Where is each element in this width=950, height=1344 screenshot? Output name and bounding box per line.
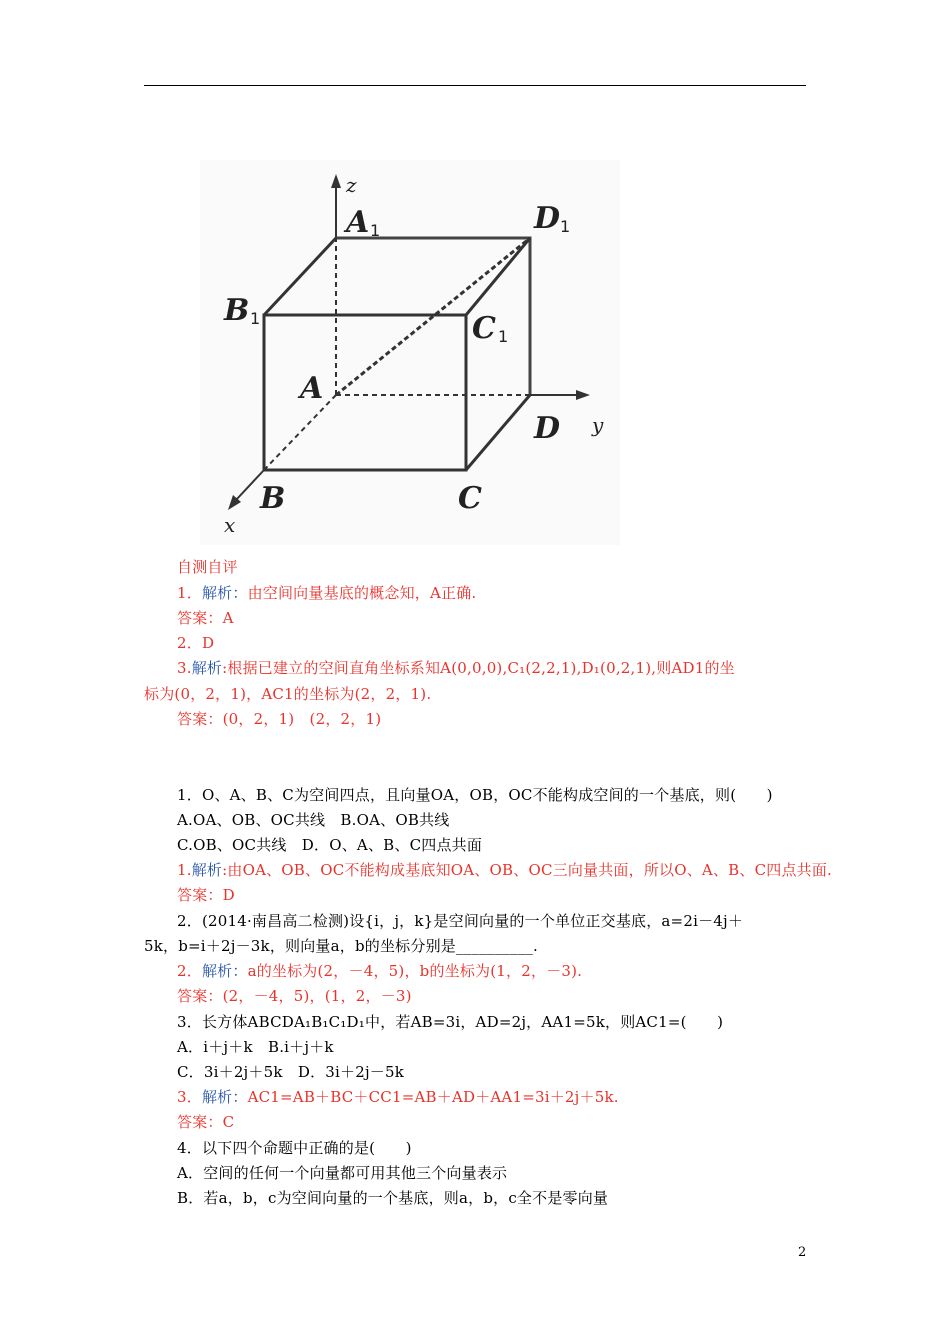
q1-number: 1． xyxy=(177,584,202,602)
exercise-3-options-cd: C．3i＋2j＋5k D．3i＋2j－5k xyxy=(177,1063,405,1081)
exercise-1-options-cd: C.OB、OC共线 D．O、A、B、C四点共面 xyxy=(177,836,483,854)
label-C: C xyxy=(458,481,482,516)
label-C1: C xyxy=(472,311,496,346)
e2-label: 解析： xyxy=(201,962,248,980)
label-A: A xyxy=(300,371,324,406)
label-x: x xyxy=(224,513,236,537)
q1-label: 解析： xyxy=(201,584,248,602)
label-B1: B xyxy=(224,293,250,328)
label-z: z xyxy=(346,173,357,197)
q1-text: 由空间向量基底的概念知，A正确. xyxy=(247,584,477,602)
label-D: D xyxy=(534,411,561,446)
exercise-2-answer: 答案：(2，－4，5)，(1，2，－3) xyxy=(177,987,412,1005)
cuboid-diagram xyxy=(200,160,620,545)
e2-number: 2． xyxy=(177,962,202,980)
exercise-1-question: 1．O、A、B、C为空间四点，且向量OA，OB，OC不能构成空间的一个基底，则( ) xyxy=(177,786,773,804)
label-D1-sub: 1 xyxy=(560,217,571,236)
self-eval-q1 xyxy=(177,583,476,603)
label-A1: A xyxy=(346,205,370,240)
exercise-3-answer: 答案：C xyxy=(177,1113,235,1131)
self-eval-q2: 2．D xyxy=(177,634,215,652)
exercise-3-options-ab: A．i＋j＋k B.i＋j＋k xyxy=(177,1038,334,1056)
label-C1-sub: 1 xyxy=(498,327,509,346)
e1-number: 1. xyxy=(177,861,192,879)
e2-solution-text: a的坐标为(2，－4，5)，b的坐标为(1，2，－3). xyxy=(247,962,583,980)
exercise-2-question-cont: 5k，b=i＋2j－3k，则向量a，b的坐标分别是__________. xyxy=(144,937,538,955)
label-B: B xyxy=(260,481,286,516)
e1-label: 解析 xyxy=(191,861,223,879)
self-eval-q1-answer: 答案：A xyxy=(177,609,234,627)
e1-solution-text: :由OA、OB、OC不能构成基底知OA、OB、OC三向量共面，所以O、A、B、C四点共面. xyxy=(222,861,833,879)
exercise-1-answer: 答案：D xyxy=(177,886,235,904)
q3-number: 3. xyxy=(177,659,192,677)
self-eval-q3-answer: 答案：(0，2，1) (2，2，1) xyxy=(177,710,382,728)
label-B1-sub: 1 xyxy=(250,309,261,328)
exercise-2-question: 2．(2014·南昌高二检测)设{i，j，k}是空间向量的一个单位正交基底，a=2i－4j＋ xyxy=(177,912,744,930)
self-eval-heading: 自测自评 xyxy=(177,558,238,576)
header-rule xyxy=(144,85,806,86)
label-y: y xyxy=(592,413,604,437)
exercise-3-solution xyxy=(177,1087,619,1107)
q3-text: :根据已建立的空间直角坐标系知A(0,0,0),C₁(2,2,1),D₁(0,2,1),则AD1的坐 xyxy=(222,659,735,677)
e3-number: 3． xyxy=(177,1088,202,1106)
exercise-3-question: 3．长方体ABCDA₁B₁C₁D₁中，若AB=3i，AD=2j，AA1=5k，则AC1=( ) xyxy=(177,1013,724,1031)
page-number: 2 xyxy=(798,1245,807,1260)
cuboid-figure xyxy=(200,160,620,545)
e3-solution-text: AC1=AB＋BC＋CC1=AB＋AD＋AA1=3i＋2j＋5k. xyxy=(247,1088,619,1106)
exercise-4-option-b: B．若a，b，c为空间向量的一个基底，则a，b，c全不是零向量 xyxy=(177,1189,609,1207)
exercise-1-options-ab: A.OA、OB、OC共线 B.OA、OB共线 xyxy=(177,811,450,829)
exercise-1-solution xyxy=(177,860,832,880)
label-A1-sub: 1 xyxy=(370,221,381,240)
self-eval-q3 xyxy=(177,658,735,678)
exercise-2-solution xyxy=(177,961,582,981)
e3-label: 解析： xyxy=(201,1088,248,1106)
exercise-4-option-a: A．空间的任何一个向量都可用其他三个向量表示 xyxy=(177,1164,508,1182)
q3-label: 解析 xyxy=(191,659,223,677)
label-D1: D xyxy=(534,201,561,236)
self-eval-q3-cont: 标为(0，2，1)，AC1的坐标为(2，2，1). xyxy=(144,685,432,703)
exercise-4-question: 4．以下四个命题中正确的是( ) xyxy=(177,1139,412,1157)
